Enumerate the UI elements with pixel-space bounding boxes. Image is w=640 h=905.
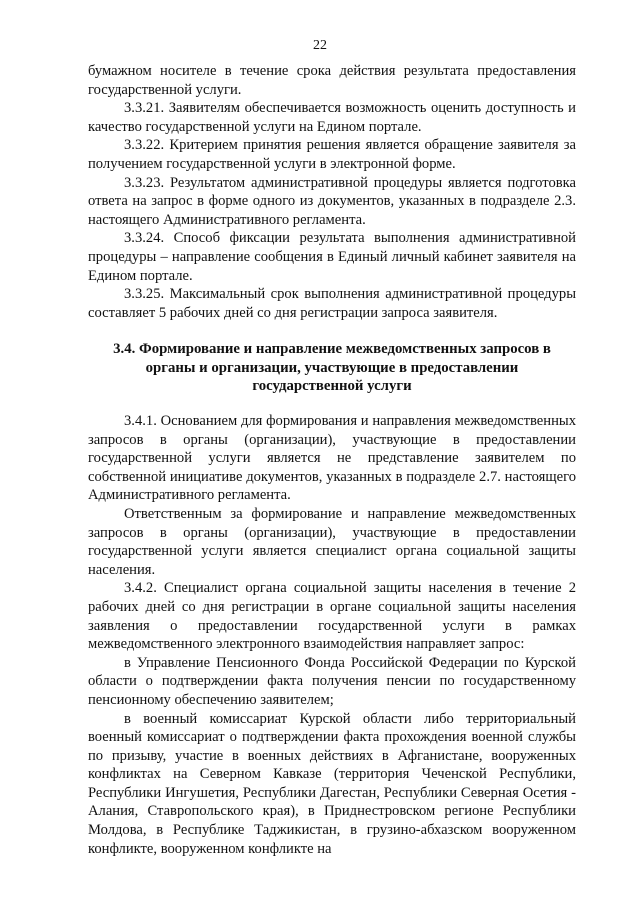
section-heading: 3.4. Формирование и направление межведомственных запросов в органы и организации, участвующие в предоставлении государственной услуги [113, 341, 551, 395]
top-text-block [88, 62, 576, 322]
paragraph-3-3-21: 3.3.21. Заявителям обеспечивается возможность оценить доступность и качество государственной услуги на Едином портале. [88, 100, 576, 135]
paragraph-3-4-1: 3.4.1. Основанием для формирования и направления межведомственных запросов в органы (организации), участвующие в предоставлении государственной услуги является не представление заявителем по собственной инициативе документов, указанных в подразделе 2.7. настоящего Административного регламента. [88, 413, 576, 504]
paragraph-military-commissariat: в военный комиссариат Курской области либо территориальный военный комиссариат о подтверждении факта прохождения военной службы по призыву, участие в военных действиях в Афганистане, вооруженных конфликтах на Северном Кавказе (территория Чеченской Республики, Республики Ингушетия, Республики Дагестан, Республики Северная Осетия - Алания, Ставропольского края), в Приднестровском регионе Республики Молдова, в Республике Таджикистан, в грузино-абхазском вооруженном конфликте, вооруженном конфликте на [88, 710, 576, 857]
bottom-text-block [88, 412, 576, 858]
paragraph-3-3-23: 3.3.23. Результатом административной процедуры является подготовка ответа на запрос в форме одного из документов, указанных в подразделе 2.3. настоящего Административного регламента. [88, 174, 576, 228]
paragraph-responsible: Ответственным за формирование и направление межведомственных запросов в органы (организации), участвующие в предоставлении государственной услуги является специалист органа социальной защиты населения. [88, 505, 576, 578]
paragraph-3-3-24: 3.3.24. Способ фиксации результата выполнения административной процедуры – направление сообщения в Единый личный кабинет заявителя на Едином портале. [88, 230, 576, 284]
paragraph-pension-fund: в Управление Пенсионного Фонда Российской Федерации по Курской области о подтверждении факта получения пенсии по государственному пенсионному обеспечению заявителем; [88, 654, 576, 708]
paragraph-3-4-2: 3.4.2. Специалист органа социальной защиты населения в течение 2 рабочих дней со дня регистрации в органе социальной защиты населения заявления о предоставлении государственной услуги в рамках межведомственного электронного взаимодействия направляет запрос: [88, 580, 576, 653]
paragraph-3-3-25: 3.3.25. Максимальный срок выполнения административной процедуры составляет 5 рабочих дней со дня регистрации запроса заявителя. [88, 286, 576, 321]
page-number: 22 [313, 38, 327, 53]
paragraph-continuation: бумажном носителе в течение срока действия результата предоставления государственной услуги. [88, 63, 576, 98]
paragraph-3-3-22: 3.3.22. Критерием принятия решения является обращение заявителя за получением государственной услуги в электронной форме. [88, 137, 576, 172]
